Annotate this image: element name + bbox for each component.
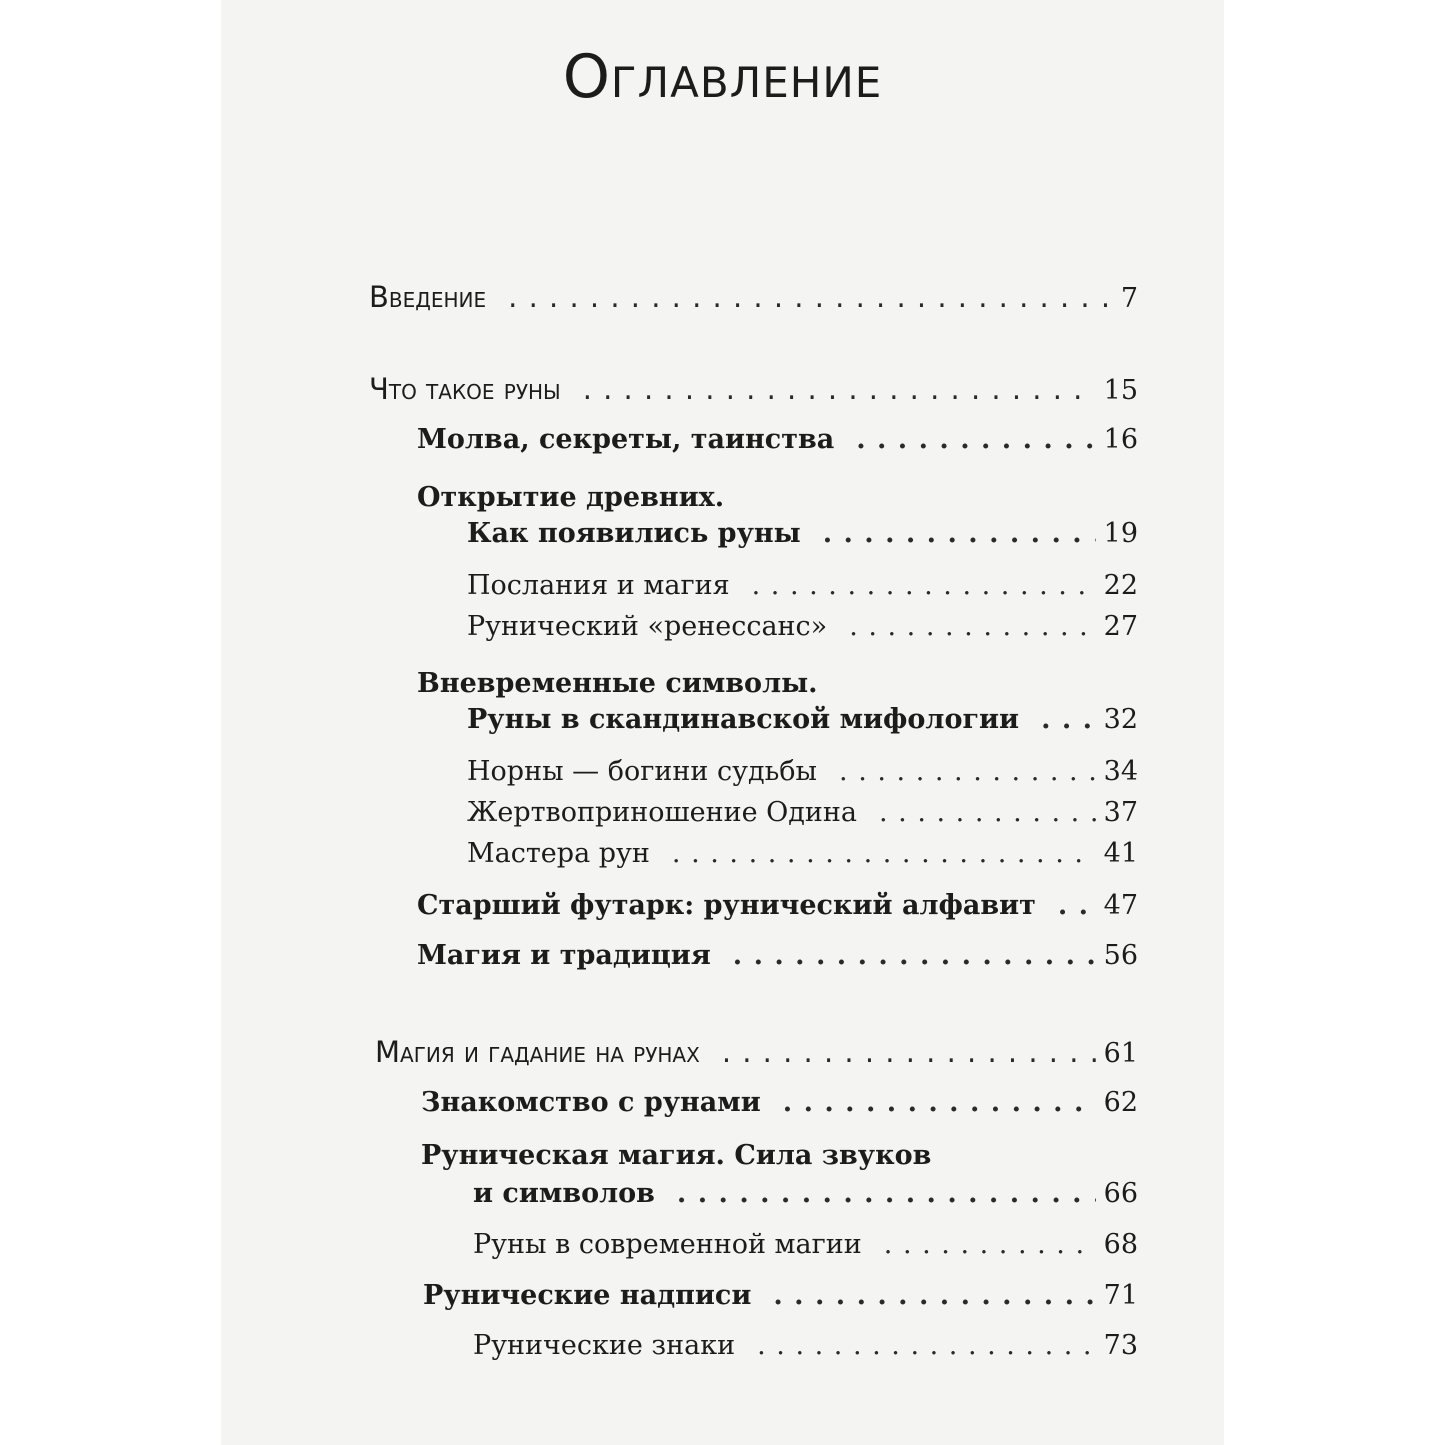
- toc-entry-label: Норны — богини судьбы: [467, 756, 818, 787]
- toc-entry-label: Послания и магия: [467, 570, 730, 601]
- toc-entry-label: Введение: [369, 280, 487, 314]
- dot-leader: [677, 1178, 1096, 1209]
- toc-entry-label: Жертвоприношение Одина: [467, 797, 857, 828]
- toc-entry: [417, 424, 1138, 455]
- dot-leader: [757, 1330, 1096, 1361]
- dot-leader: [773, 1280, 1095, 1311]
- toc-entry: [473, 1229, 1138, 1260]
- dot-leader: [752, 570, 1096, 601]
- dot-leader: [884, 1229, 1096, 1260]
- toc-entry: [467, 611, 1138, 642]
- toc-entry: [467, 518, 1138, 549]
- toc-entry: [417, 890, 1138, 921]
- toc-entry-label: Знакомство с рунами: [421, 1087, 761, 1118]
- dot-leader: [823, 518, 1096, 549]
- toc-entry: [467, 756, 1138, 787]
- book-page: [221, 0, 1224, 1445]
- toc-entry-page: 71: [1103, 1280, 1138, 1311]
- toc-entry-page: 41: [1103, 838, 1138, 869]
- toc-entry-page: 66: [1103, 1178, 1138, 1209]
- toc-entry-what-are-runes: [369, 372, 1138, 406]
- toc-entry-label: Рунический «ренессанс»: [467, 611, 828, 642]
- toc-entry-page: 27: [1103, 611, 1138, 642]
- toc-entry-page: 22: [1103, 570, 1138, 601]
- page-title: Оглавление: [562, 42, 883, 112]
- toc-entry-label: Рунические знаки: [473, 1330, 736, 1361]
- toc-entry-label: Руническая магия. Сила звуков: [421, 1140, 932, 1171]
- dot-leader: [1058, 890, 1096, 921]
- toc-entry: [467, 797, 1138, 828]
- toc-entry-magic-and-divination: [375, 1035, 1138, 1069]
- toc-entry: [467, 570, 1138, 601]
- toc-entry-label: Вневременные символы.: [417, 668, 818, 699]
- toc-entry: [473, 1330, 1138, 1361]
- toc-entry-label: Как появились руны: [467, 518, 801, 549]
- toc-entry-page: 32: [1103, 704, 1138, 735]
- toc-entry-page: 62: [1103, 1087, 1138, 1118]
- toc-entry-page: 16: [1103, 424, 1138, 455]
- toc-entry-page: 19: [1103, 518, 1138, 549]
- toc-entry-label: Мастера рун: [467, 838, 650, 869]
- toc-entry-label: Что такое руны: [369, 372, 561, 406]
- dot-leader: [849, 611, 1095, 642]
- toc-entry-introduction: [369, 280, 1138, 314]
- toc-entry-label: и символов: [473, 1178, 655, 1209]
- toc-entry-page: 7: [1120, 283, 1138, 314]
- toc-entry-page: 56: [1103, 940, 1138, 971]
- toc-entry-label: Молва, секреты, таинства: [417, 424, 835, 455]
- toc-entry-label: Рунические надписи: [423, 1280, 752, 1311]
- toc-entry-label: Старший футарк: рунический алфавит: [417, 890, 1036, 921]
- dot-leader: [783, 1087, 1096, 1118]
- toc-entry-page: 47: [1103, 890, 1138, 921]
- toc-entry-page: 61: [1103, 1038, 1138, 1069]
- dot-leader: [508, 280, 1113, 314]
- toc-entry-label: Магия и гадание на рунах: [375, 1035, 700, 1069]
- dot-leader: [722, 1035, 1096, 1069]
- toc-entry: [473, 1178, 1138, 1209]
- toc-entry-label: Открытие древних.: [417, 482, 725, 513]
- toc-entry-page: 73: [1103, 1330, 1138, 1361]
- toc-entry: [421, 1087, 1138, 1118]
- toc-entry: [467, 838, 1138, 869]
- toc-entry-page: 15: [1103, 375, 1138, 406]
- toc-entry-page: 68: [1103, 1229, 1138, 1260]
- dot-leader: [856, 424, 1095, 455]
- dot-leader: [583, 372, 1096, 406]
- dot-leader: [1041, 704, 1096, 735]
- dot-leader: [879, 797, 1096, 828]
- toc-entry-label: Руны в скандинавской мифологии: [467, 704, 1020, 735]
- toc-entry-page: 37: [1103, 797, 1138, 828]
- toc-entry-label: Руны в современной магии: [473, 1229, 862, 1260]
- toc-entry: [417, 940, 1138, 971]
- toc-entry-label: Магия и традиция: [417, 940, 711, 971]
- dot-leader: [672, 838, 1096, 869]
- toc-entry: [423, 1280, 1138, 1311]
- toc-entry: [467, 704, 1138, 735]
- dot-leader: [733, 940, 1096, 971]
- dot-leader: [839, 756, 1096, 787]
- toc-entry-page: 34: [1103, 756, 1138, 787]
